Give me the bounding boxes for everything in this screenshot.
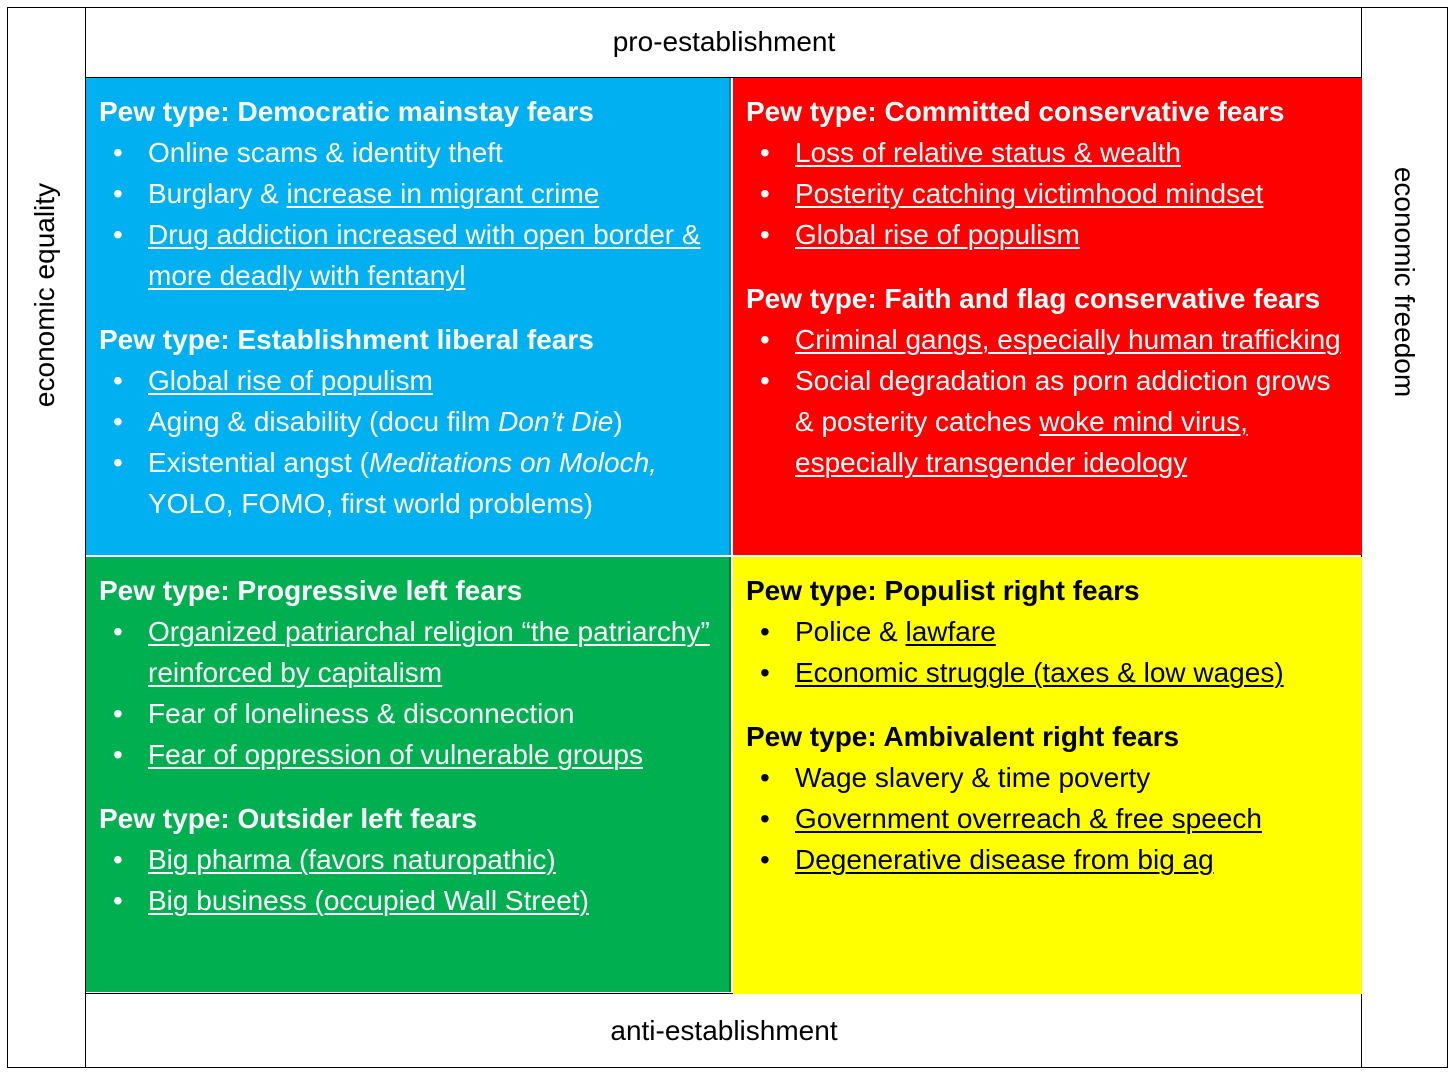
- fear-item-text: Fear of loneliness & disconnection: [148, 698, 575, 729]
- fear-item: [746, 173, 1352, 214]
- section-heading: Pew type: Ambivalent right fears: [746, 721, 1180, 752]
- fear-item: [99, 214, 719, 296]
- fear-item: [746, 652, 1352, 693]
- fear-item: [746, 839, 1352, 880]
- fear-item-link[interactable]: Degenerative disease from big ag: [795, 844, 1214, 875]
- fear-item: [99, 360, 719, 401]
- fear-item-link[interactable]: Posterity catching victimhood mindset: [795, 178, 1264, 209]
- fear-item: [746, 798, 1352, 839]
- fear-item-text: Aging & disability (docu film: [148, 406, 499, 437]
- fear-item: [99, 839, 719, 880]
- fear-item-link[interactable]: Criminal gangs, especially human trafficking: [795, 324, 1341, 355]
- fear-item: [746, 214, 1352, 255]
- fear-item-text: YOLO, FOMO, first world problems): [148, 488, 593, 519]
- fear-item-text: ): [613, 406, 623, 437]
- section-heading: Pew type: Committed conservative fears: [746, 96, 1285, 127]
- section-heading: Pew type: Progressive left fears: [99, 575, 523, 606]
- section-heading: Pew type: Democratic mainstay fears: [99, 96, 594, 127]
- section-heading: Pew type: Outsider left fears: [99, 803, 478, 834]
- fear-item-link[interactable]: Drug addiction increased with open border & more deadly with fentanyl: [148, 219, 701, 291]
- fear-item-text: Wage slavery & time poverty: [795, 762, 1151, 793]
- axis-label-top: pro-establishment: [612, 26, 836, 57]
- fear-item: [99, 173, 719, 214]
- fear-item-link[interactable]: Global rise of populism: [795, 219, 1080, 250]
- fear-item: [746, 319, 1352, 360]
- section-heading: Pew type: Populist right fears: [746, 575, 1140, 606]
- fear-item: [99, 734, 719, 775]
- section-heading: Pew type: Faith and flag conservative fears: [746, 283, 1321, 314]
- quadrant-top-left: [86, 78, 731, 555]
- axis-label-bottom: anti-establishment: [610, 1015, 838, 1046]
- fear-list: [746, 757, 1352, 880]
- axis-label-right: economic freedom: [1389, 166, 1420, 398]
- fear-section: [746, 92, 1352, 255]
- fear-list: [746, 319, 1352, 483]
- fear-item: [99, 132, 719, 173]
- fear-item-link[interactable]: Big pharma (favors naturopathic): [148, 844, 556, 875]
- fear-item-text: Police &: [795, 616, 906, 647]
- fear-section: [99, 320, 719, 524]
- fear-item-link[interactable]: woke mind virus, especially transgender ideology: [795, 406, 1248, 478]
- fear-list: [99, 132, 719, 296]
- quadrant-bottom-left: [86, 557, 731, 992]
- fear-item: [99, 401, 719, 442]
- fear-item-link[interactable]: Fear of oppression of vulnerable groups: [148, 739, 643, 770]
- fear-item-link[interactable]: increase in migrant crime: [286, 178, 600, 209]
- fear-item: [99, 693, 719, 734]
- fear-item-text: Burglary &: [148, 178, 287, 209]
- fear-section: [746, 571, 1352, 693]
- quadrant-top-right: [733, 78, 1362, 555]
- fear-list: [746, 132, 1352, 255]
- fear-section: [99, 571, 719, 775]
- fear-item: [746, 757, 1352, 798]
- axis-label-left: economic equality: [29, 182, 60, 408]
- quadrant-bottom-right: [733, 557, 1362, 994]
- fear-item-link[interactable]: Global rise of populism: [148, 365, 433, 396]
- fear-item-text: Meditations on Moloch,: [369, 447, 657, 478]
- fear-item: [99, 442, 719, 524]
- fear-item: [746, 611, 1352, 652]
- fear-item-link[interactable]: Big business (occupied Wall Street): [148, 885, 589, 916]
- fear-list: [99, 839, 719, 921]
- section-heading: Pew type: Establishment liberal fears: [99, 324, 594, 355]
- fear-item-link[interactable]: lawfare: [905, 616, 996, 647]
- fear-item: [746, 360, 1352, 483]
- fear-item-link[interactable]: Economic struggle (taxes & low wages): [795, 657, 1284, 688]
- fear-item-text: Don’t Die: [498, 406, 614, 437]
- fear-item-text: Existential angst (: [148, 447, 369, 478]
- fear-item-link[interactable]: Loss of relative status & wealth: [795, 137, 1181, 168]
- fear-item: [99, 611, 719, 693]
- fear-item-text: Social degradation as porn addiction grows & posterity catches: [795, 365, 1331, 437]
- fear-list: [99, 360, 719, 524]
- fear-item-link[interactable]: Organized patriarchal religion “the patriarchy” reinforced by capitalism: [148, 616, 710, 688]
- fear-section: [99, 92, 719, 296]
- fear-list: [746, 611, 1352, 693]
- fear-item: [99, 880, 719, 921]
- fear-item-text: Online scams & identity theft: [148, 137, 503, 168]
- fear-section: [99, 799, 719, 921]
- fear-section: [746, 279, 1352, 483]
- fear-item: [746, 132, 1352, 173]
- fear-item-link[interactable]: Government overreach & free speech: [795, 803, 1262, 834]
- fear-section: [746, 717, 1352, 880]
- fear-list: [99, 611, 719, 775]
